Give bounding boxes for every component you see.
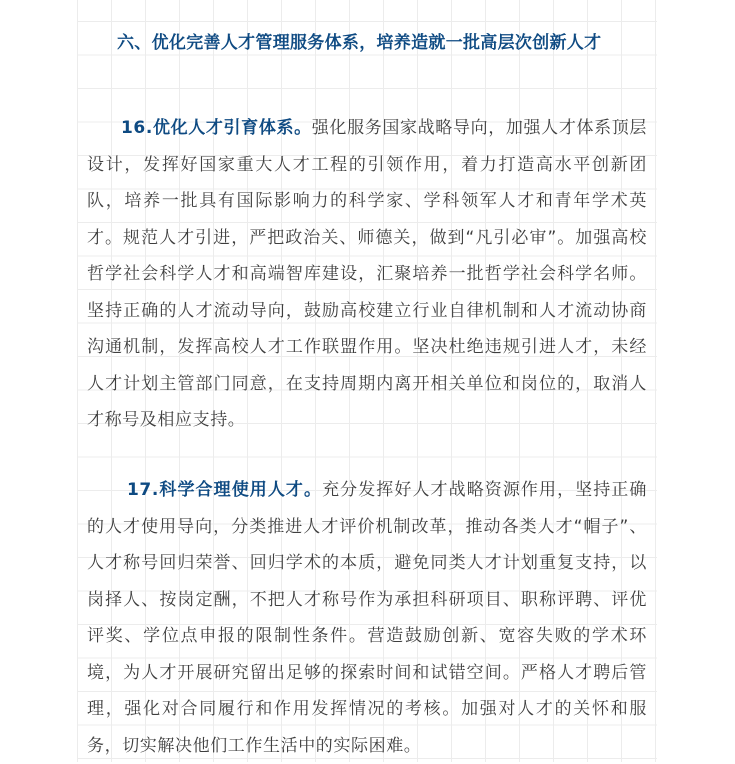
- paragraph-item-16: [87, 110, 647, 439]
- paragraph-item-17: [87, 472, 647, 764]
- item-body: 充分发挥好人才战略资源作用，坚持正确的人才使用导向，分类推进人才评价机制改革，推动各类人才“帽子”、人才称号回归荣誉、回归学术的本质，避免同类人才计划重复支持，以岗择人、按岗定酬，不把人才称号作为承担科研项目、职称评聘、评优评奖、学位点申报的限制性条件。营造鼓励创新、宽容失败的学术环境，为人才开展研究留出足够的探索时间和试错空间。严格人才聘后管理，强化对合同履行和作用发挥情况的考核。加强对人才的关怀和服务，切实解决他们工作生活中的实际困难。: [87, 480, 647, 756]
- item-body: 强化服务国家战略导向，加强人才体系顶层设计，发挥好国家重大人才工程的引领作用，着力打造高水平创新团队，培养一批具有国际影响力的科学家、学科领军人才和青年学术英才。规范人才引进，严把政治关、师德关，做到“凡引必审”。加强高校哲学社会科学人才和高端智库建设，汇聚培养一批哲学社会科学名师。坚持正确的人才流动导向，鼓励高校建立行业自律机制和人才流动协商沟通机制，发挥高校人才工作联盟作用。坚决杜绝违规引进人才，未经人才计划主管部门同意，在支持周期内离开相关单位和岗位的，取消人才称号及相应支持。: [87, 118, 647, 430]
- item-title: 16.优化人才引育体系。: [121, 118, 312, 138]
- item-title: 17.科学合理使用人才。: [127, 480, 323, 500]
- section-heading: 六、优化完善人才管理服务体系，培养造就一批高层次创新人才: [117, 33, 602, 53]
